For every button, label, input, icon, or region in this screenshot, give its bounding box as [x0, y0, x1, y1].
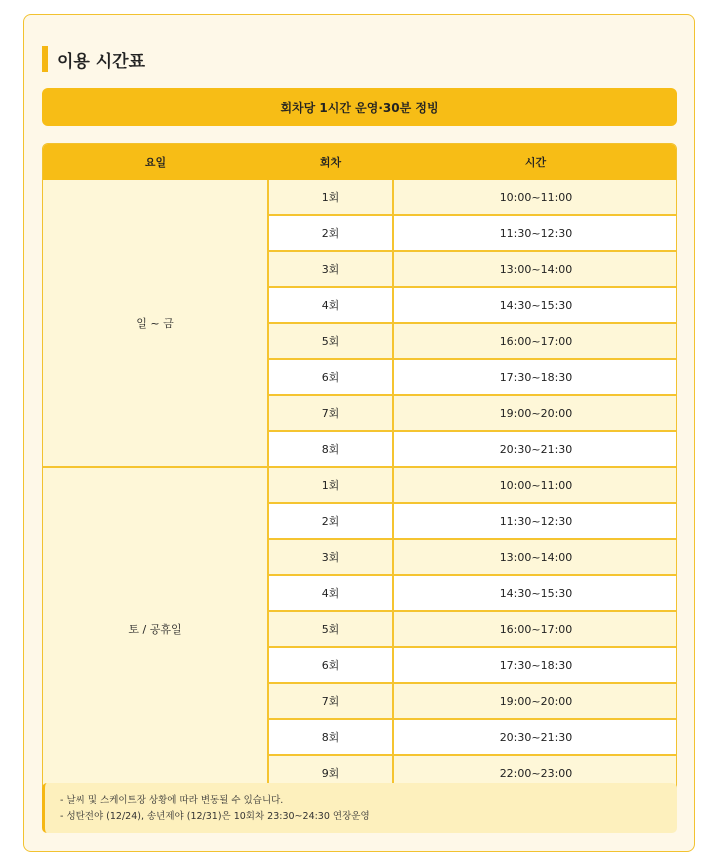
time-cell: 17:30~18:30 — [393, 359, 677, 395]
round-cell: 4회 — [268, 287, 393, 323]
time-cell: 20:30~21:30 — [393, 431, 677, 467]
header-day: 요일 — [43, 144, 268, 180]
schedule-card — [23, 14, 695, 852]
operation-notice-banner: 회차당 1시간 운영·30분 정빙 — [42, 88, 677, 126]
title-accent-bar — [42, 46, 48, 72]
round-cell: 6회 — [268, 359, 393, 395]
schedule-table — [43, 144, 677, 791]
table-row — [43, 467, 677, 503]
table-header-row — [43, 144, 677, 180]
round-cell: 5회 — [268, 323, 393, 359]
round-cell: 3회 — [268, 251, 393, 287]
note-line: - 성탄전야 (12/24), 송년제야 (12/31)은 10회차 23:30~24:30 연장운영 — [60, 811, 370, 822]
round-cell: 5회 — [268, 611, 393, 647]
time-cell: 10:00~11:00 — [393, 467, 677, 503]
notes-box — [42, 783, 677, 833]
round-cell: 9회 — [268, 755, 393, 790]
round-cell: 3회 — [268, 539, 393, 575]
time-cell: 20:30~21:30 — [393, 719, 677, 755]
header-time: 시간 — [393, 144, 677, 180]
time-cell: 11:30~12:30 — [393, 215, 677, 251]
round-cell: 1회 — [268, 467, 393, 503]
round-cell: 7회 — [268, 683, 393, 719]
header-round: 회차 — [268, 144, 393, 180]
round-cell: 2회 — [268, 215, 393, 251]
round-cell: 1회 — [268, 180, 393, 215]
time-cell: 13:00~14:00 — [393, 251, 677, 287]
time-cell: 11:30~12:30 — [393, 503, 677, 539]
round-cell: 2회 — [268, 503, 393, 539]
time-cell: 16:00~17:00 — [393, 323, 677, 359]
round-cell: 8회 — [268, 431, 393, 467]
time-cell: 14:30~15:30 — [393, 575, 677, 611]
schedule-table-body — [43, 180, 677, 790]
table-row — [43, 180, 677, 215]
round-cell: 7회 — [268, 395, 393, 431]
round-cell: 6회 — [268, 647, 393, 683]
schedule-table-container — [42, 143, 677, 792]
round-cell: 8회 — [268, 719, 393, 755]
time-cell: 17:30~18:30 — [393, 647, 677, 683]
time-cell: 22:00~23:00 — [393, 755, 677, 790]
time-cell: 16:00~17:00 — [393, 611, 677, 647]
time-cell: 19:00~20:00 — [393, 683, 677, 719]
day-group-cell: 일 ~ 금 — [43, 180, 268, 467]
section-header — [42, 46, 145, 72]
round-cell: 4회 — [268, 575, 393, 611]
time-cell: 13:00~14:00 — [393, 539, 677, 575]
day-group-cell: 토 / 공휴일 — [43, 467, 268, 790]
time-cell: 19:00~20:00 — [393, 395, 677, 431]
page-title: 이용 시간표 — [57, 51, 146, 72]
note-line: - 날씨 및 스케이트장 상황에 따라 변동될 수 있습니다. — [60, 795, 284, 806]
time-cell: 10:00~11:00 — [393, 180, 677, 215]
time-cell: 14:30~15:30 — [393, 287, 677, 323]
